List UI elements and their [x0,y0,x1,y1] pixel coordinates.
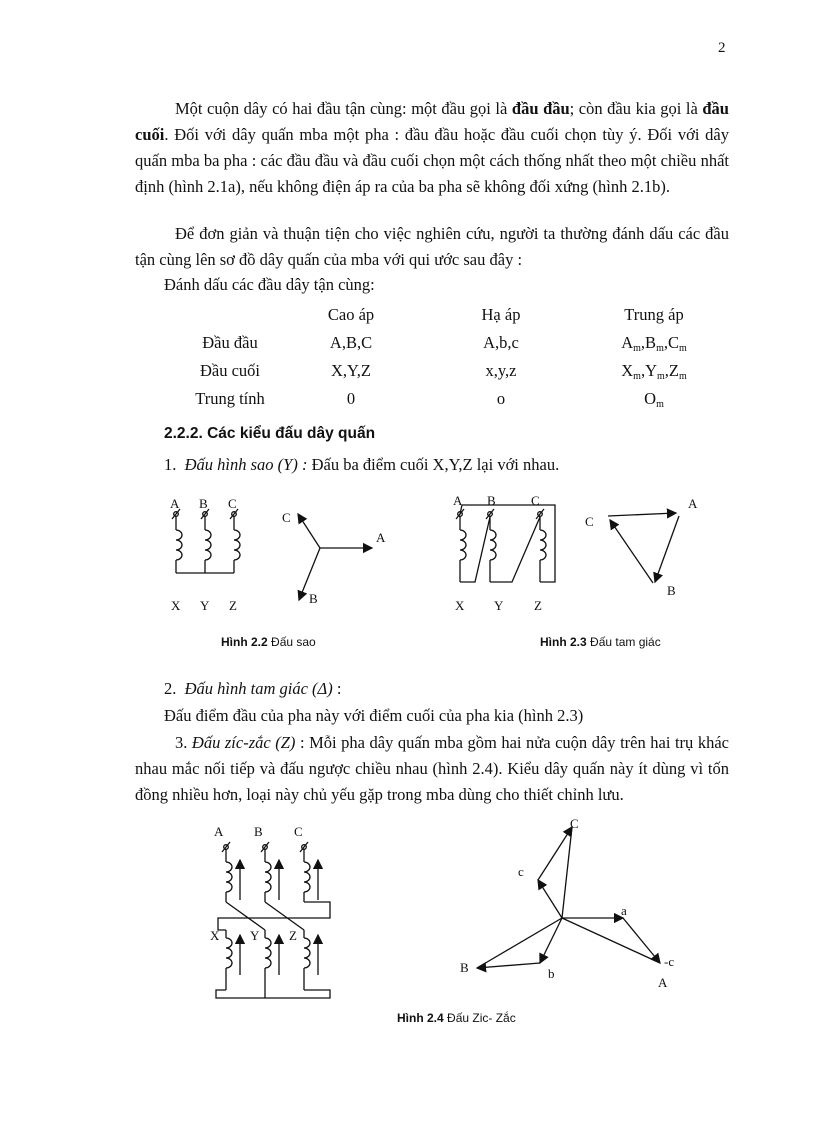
phasor-label-minus-c: -c [664,954,675,969]
label-z: Z [289,928,297,943]
label-b: B [199,496,208,511]
label-y: Y [250,928,260,943]
coil-icon [226,930,232,990]
phasor-label-a-lower: a [621,903,627,918]
item-1-title: Đấu hình sao (Y) : [184,455,308,474]
label-a: A [214,824,224,839]
p1-text-e: . Đối với dây quấn mba một pha : đầu đầu hoặc đầu cuối chọn tùy ý. Đối với dây quấn mba ba pha : các đầu đầu và đầu cuối chọn một cách thống nhất theo một chiều nhất định (hình 2.1a), nếu không điện áp ra của ba pha sẽ không đối xứng (hình 2.1b). [135,125,729,196]
cell-trung-ap: $A_m,B_m,C_m$ [621,332,687,354]
coil-icon [205,516,211,573]
label-x: X [210,928,220,943]
item-2-line-2: Đấu điểm đầu của pha này với điểm cuối của pha kia (hình 2.3) [164,706,584,725]
cell-trung-ap: $O_m$ [644,388,664,410]
coil-icon [304,849,310,902]
table-header-cao-ap: Cao áp [327,305,375,324]
item-3-title: Đấu zíc-zắc (Z) [191,733,296,752]
phasor-label-b: B [667,583,676,598]
phasor-label-b-upper: B [460,960,469,975]
cell-ha-ap: x,y,z [485,361,517,380]
phasor-label-a-upper: A [658,975,668,990]
phasor-label-c-upper: C [570,816,579,831]
item-3-text: : Mỗi pha dây quấn mba gồm hai nửa cuộn dây trên hai trụ khác nhau mắc nối tiếp và đấu ngược chiều nhau (hình 2.4). Kiểu dây quấn này ít dùng vì tốn đồng nhiều hơn, loại này chủ yếu gặp trong mba dùng cho thiết chỉnh lưu. [135,733,729,804]
row-label-trung-tinh: Trung tính [195,389,265,408]
label-c: C [228,496,237,511]
caption-label: Hình 2.3 [540,635,587,649]
star-phasor-diagram [298,514,372,600]
fig-2-3-delta-winding [456,505,679,583]
phasor-label-c: C [282,510,291,525]
coil-icon [234,516,240,573]
phasor-label-c-lower: c [518,864,524,879]
coil-icon [265,849,271,902]
zigzag-phasor-diagram [477,827,660,968]
cell-ha-ap: A,b,c [483,333,519,352]
p1-term-dau-cuoi: đầu cuối [135,99,729,144]
p1-text-a: Một cuộn dây có hai đầu tận cùng: một đầu gọi là [175,99,512,118]
phasor-label-c: C [585,514,594,529]
coil-icon [460,516,466,582]
label-c: C [531,493,540,508]
item-2-number: 2. [164,679,177,698]
caption-text: Đấu sao [267,635,316,649]
fig-2-2-star-winding [172,509,372,600]
coil-icon [540,516,546,582]
label-x: X [171,598,181,613]
coil-icon [176,516,182,573]
label-x: X [455,598,465,613]
caption-label: Hình 2.2 [221,635,268,649]
paragraph-2: Để đơn giản và thuận tiện cho việc nghiên cứu, người ta thường đánh dấu các đầu tận cùng lên sơ đồ dây quấn của mba với qui ước sau đây : [135,224,729,269]
table-header-trung-ap: Trung áp [624,305,684,324]
coil-icon [226,849,232,902]
caption-text: Đấu tam giác [586,635,661,649]
fig-2-4-zigzag-winding [216,827,660,998]
row-label-dau-cuoi: Đầu cuối [199,361,261,380]
item-2-text: : [332,679,342,698]
caption-text: Đấu Zic- Zắc [443,1011,516,1025]
coil-icon [304,930,310,990]
label-z: Z [534,598,542,613]
coil-icon [265,930,271,990]
label-b: B [487,493,496,508]
label-y: Y [494,598,504,613]
cell-cao-ap: 0 [346,389,356,408]
phasor-label-a: A [688,496,698,511]
label-z: Z [229,598,237,613]
item-1-number: 1. [164,455,177,474]
label-b: B [254,824,263,839]
cell-cao-ap: A,B,C [329,333,373,352]
label-a: A [170,496,180,511]
table-header-ha-ap: Hạ áp [481,305,521,324]
phasor-label-a: A [376,530,386,545]
row-label-dau-dau: Đầu đầu [202,333,258,352]
delta-phasor-diagram [608,513,679,583]
caption-label: Hình 2.4 [397,1011,444,1025]
phasor-label-b: B [309,591,318,606]
label-c: C [294,824,303,839]
paragraph-3: Đánh dấu các đầu dây tận cùng: [164,275,375,294]
cell-ha-ap: o [496,389,506,408]
label-a: A [453,493,463,508]
label-y: Y [200,598,210,613]
coil-icon [490,516,496,582]
item-1-text: Đấu ba điểm cuối X,Y,Z lại với nhau. [307,455,560,474]
phasor-label-b-lower: b [548,966,555,981]
item-2-title: Đấu hình tam giác (Δ) [184,679,333,698]
p1-text-c: ; còn đầu kia gọi là [569,99,703,118]
section-heading: 2.2.2. Các kiểu đấu dây quấn [164,425,376,442]
cell-trung-ap: $X_m,Y_m,Z_m$ [621,360,687,382]
p1-term-dau-dau: đầu đầu [511,99,570,118]
item-3-number: 3. [175,733,188,752]
cell-cao-ap: X,Y,Z [330,361,372,380]
page-number: 2 [718,40,726,56]
